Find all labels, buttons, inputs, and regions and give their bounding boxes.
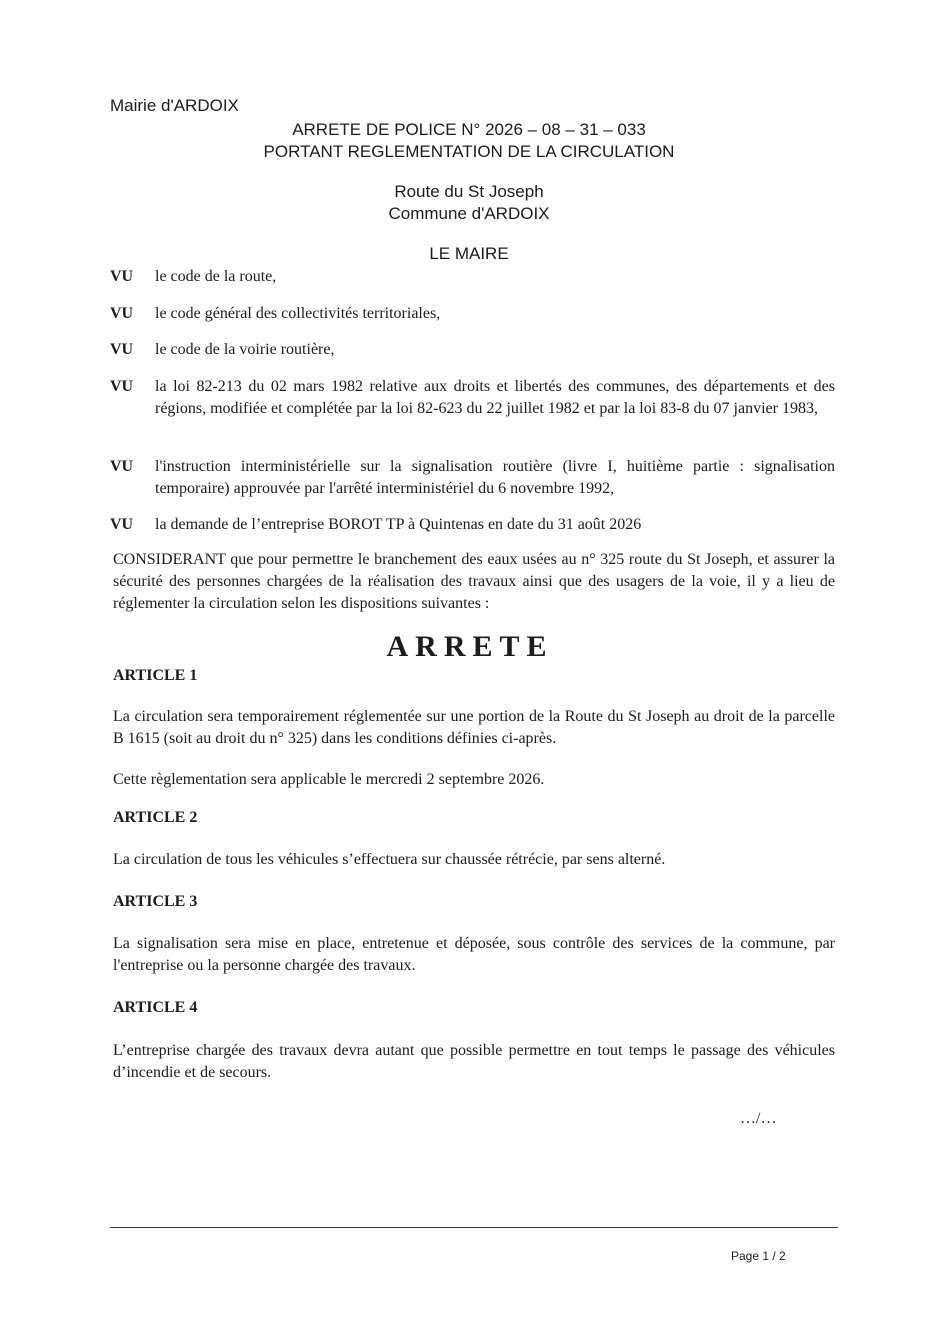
vu-text: la loi 82-213 du 02 mars 1982 relative aux droits et libertés des communes, des départements et des régions, modifiée et complétée par la loi 82-623 du 22 juillet 1982 et par la loi 83-8 du 07 janvier 1983, bbox=[155, 378, 835, 417]
article-4-paragraph-1: L’entreprise chargée des travaux devra autant que possible permettre en tout temps le passage des véhicules d’incendie et de secours. bbox=[113, 1042, 835, 1081]
le-maire-heading: LE MAIRE bbox=[429, 244, 509, 263]
route-name: Route du St Joseph bbox=[394, 182, 544, 201]
considerant-paragraph: CONSIDERANT que pour permettre le branchement des eaux usées au n° 325 route du St Joseph, et assurer la sécurité des personnes chargées de la réalisation des travaux ainsi que des usagers de la voie, il y a lieu de réglementer la circulation selon les dispositions suivantes : bbox=[113, 551, 835, 612]
vu-item bbox=[110, 376, 835, 420]
vu-item bbox=[110, 456, 835, 500]
arrete-subject-title: PORTANT REGLEMENTATION DE LA CIRCULATION bbox=[263, 142, 675, 161]
article-1-paragraph-1: La circulation sera temporairement réglementée sur une portion de la Route du St Joseph au droit de la parcelle B 1615 (soit au droit du n° 325) dans les conditions définies ci-après. bbox=[113, 708, 835, 747]
vu-item bbox=[110, 266, 835, 288]
footer-divider bbox=[110, 1227, 838, 1228]
vu-item bbox=[110, 339, 835, 361]
arrete-number-title: ARRETE DE POLICE N° 2026 – 08 – 31 – 033 bbox=[292, 120, 646, 139]
article-1-title: ARTICLE 1 bbox=[113, 667, 198, 684]
article-3-paragraph-1: La signalisation sera mise en place, entretenue et déposée, sous contrôle des services de la commune, par l'entreprise ou la personne chargée des travaux. bbox=[113, 935, 835, 974]
article-4-title: ARTICLE 4 bbox=[113, 999, 198, 1016]
article-3-title: ARTICLE 3 bbox=[113, 893, 198, 910]
vu-label: VU bbox=[110, 378, 134, 395]
vu-text: le code de la voirie routière, bbox=[155, 341, 335, 358]
commune-name: Commune d'ARDOIX bbox=[388, 204, 550, 223]
page-number: Page 1 / 2 bbox=[731, 1249, 786, 1263]
vu-item bbox=[110, 303, 835, 325]
vu-label: VU bbox=[110, 516, 134, 533]
vu-label: VU bbox=[110, 268, 134, 285]
vu-text: la demande de l’entreprise BOROT TP à Quintenas en date du 31 août 2026 bbox=[155, 516, 642, 533]
vu-label: VU bbox=[110, 458, 134, 475]
continuation-mark: …/… bbox=[740, 1110, 777, 1127]
article-1-paragraph-2: Cette règlementation sera applicable le mercredi 2 septembre 2026. bbox=[113, 771, 545, 788]
article-2-title: ARTICLE 2 bbox=[113, 809, 198, 826]
mairie-name: Mairie d'ARDOIX bbox=[110, 96, 239, 115]
vu-item bbox=[110, 514, 835, 536]
vu-text: l'instruction interministérielle sur la signalisation routière (livre I, huitième partie : signalisation temporaire) approuvée par l'arrêté interministériel du 6 novembre 1992, bbox=[155, 458, 835, 497]
vu-text: le code de la route, bbox=[155, 268, 277, 285]
article-2-paragraph-1: La circulation de tous les véhicules s’effectuera sur chaussée rétrécie, par sens alterné. bbox=[113, 851, 666, 868]
arrete-heading: ARRETE bbox=[386, 630, 554, 663]
vu-label: VU bbox=[110, 305, 134, 322]
vu-label: VU bbox=[110, 341, 134, 358]
vu-text: le code général des collectivités territoriales, bbox=[155, 305, 441, 322]
